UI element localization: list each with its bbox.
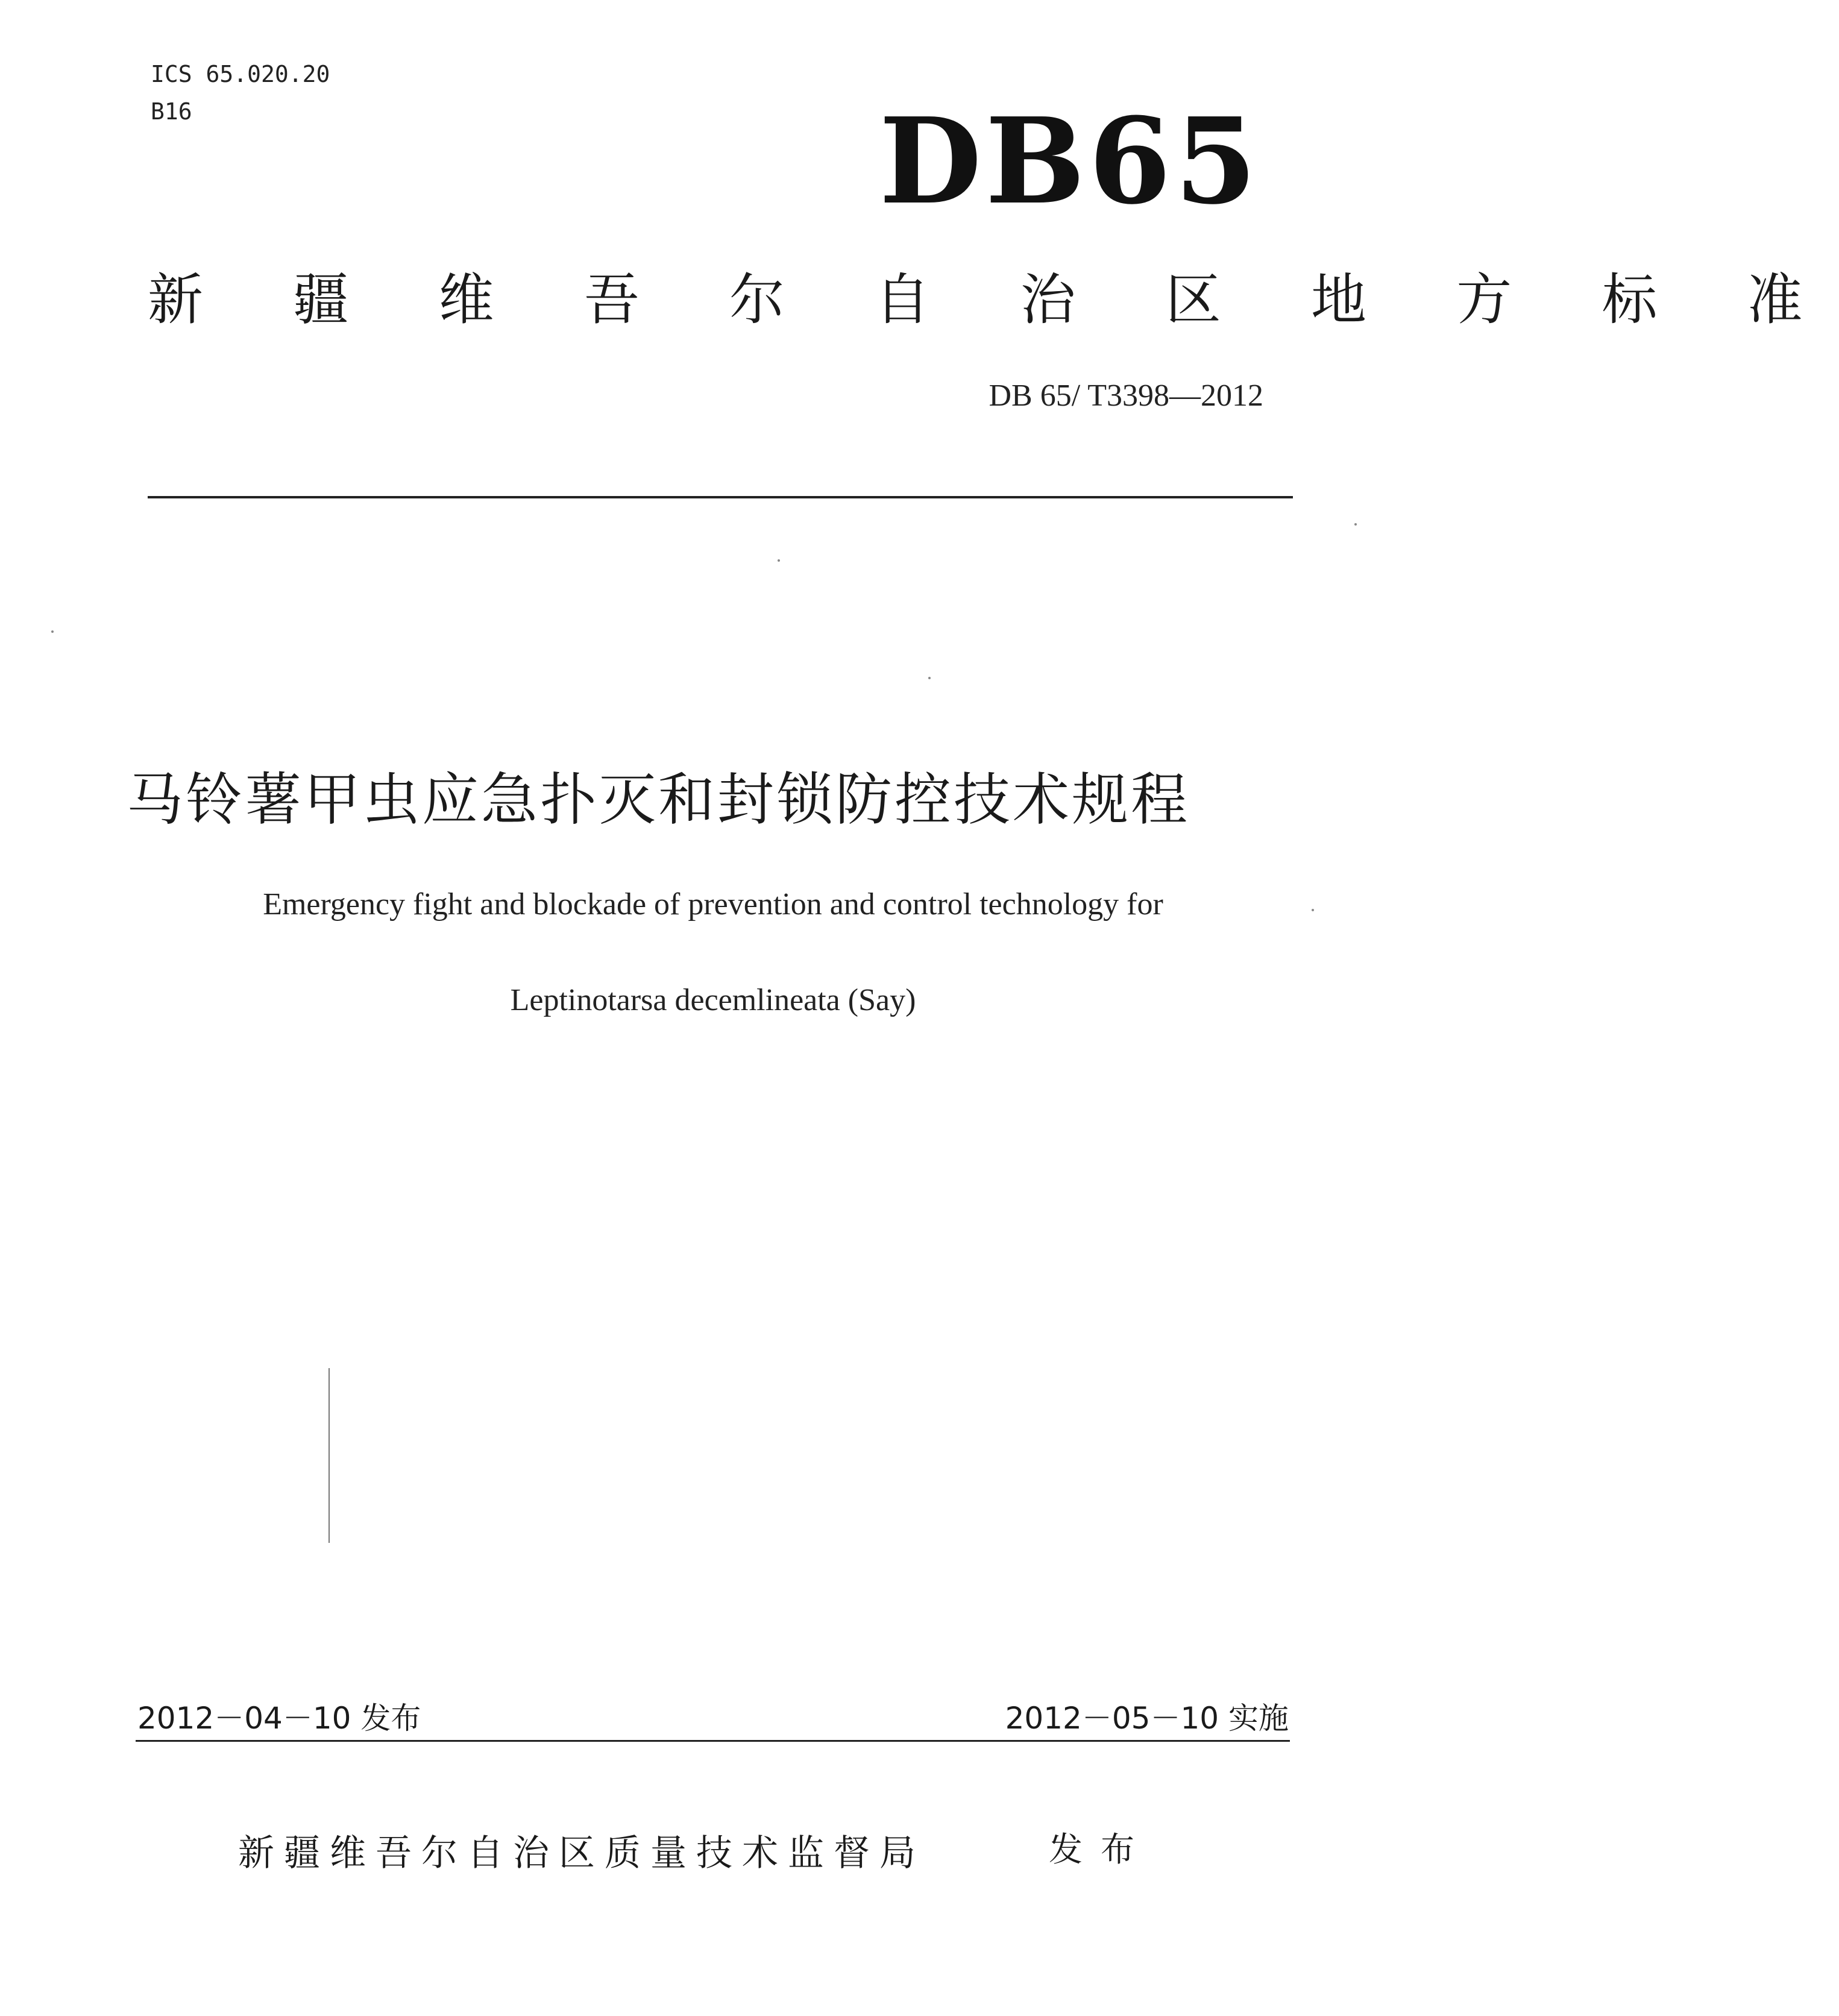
scan-speck [1354, 523, 1357, 526]
scan-speck [1312, 909, 1314, 911]
footer-divider [136, 1740, 1290, 1742]
document-title-chinese: 马铃薯甲虫应急扑灭和封锁防控技术规程 [127, 767, 1190, 833]
issue-label: 发布 [1049, 1830, 1152, 1870]
standard-number: DB 65/ T3398—2012 [989, 378, 1263, 413]
issuing-authority: 新疆维吾尔自治区质量技术监督局 [238, 1832, 925, 1874]
scan-speck [51, 630, 54, 633]
issue-date: 2012－04－10 发布 [137, 1701, 421, 1736]
ics-code: ICS 65.020.20 [151, 61, 330, 87]
ccs-code: B16 [151, 98, 192, 125]
document-title-english-line1: Emergency fight and blockade of prevention and control technology for [263, 887, 1163, 922]
standard-type: 新 疆 维 吾 尔 自 治 区 地 方 标 准 [148, 268, 1839, 332]
scan-speck [778, 559, 780, 562]
effective-date: 2012－05－10 实施 [1005, 1701, 1289, 1736]
standard-mark: DB65 [879, 92, 1260, 231]
document-title-english-line2: Leptinotarsa decemlineata (Say) [510, 983, 916, 1017]
scan-artifact-line [329, 1368, 330, 1543]
classification-codes [151, 55, 330, 130]
scan-speck [928, 677, 931, 679]
header-divider [148, 496, 1293, 498]
